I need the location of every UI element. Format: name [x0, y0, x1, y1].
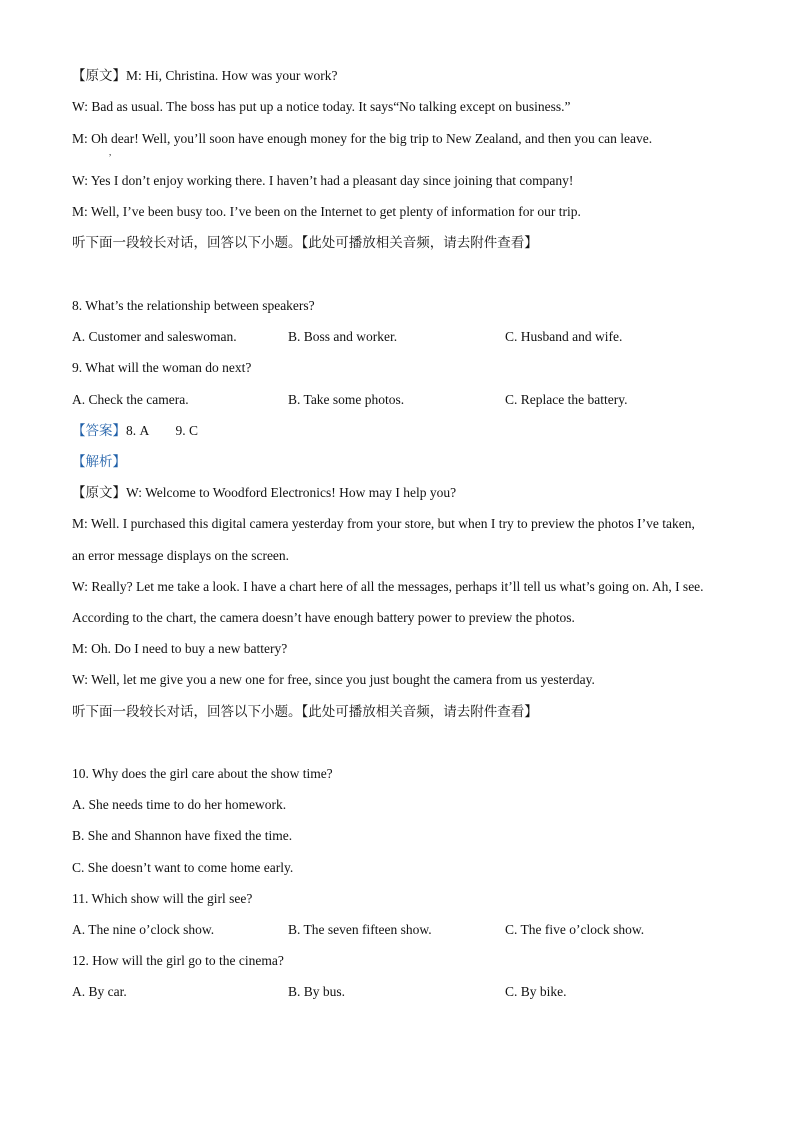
- answer-value: 8. A 9. C: [126, 423, 199, 438]
- dialog2-line-3: an error message displays on the screen.: [72, 548, 290, 563]
- question-11: 11. Which show will the girl see?: [72, 891, 253, 906]
- q8-option-a: A. Customer and saleswoman.: [72, 329, 237, 344]
- dialog2-line-1: [72, 484, 456, 502]
- answer-tag: 【答案】: [72, 423, 126, 439]
- q12-option-b: B. By bus.: [288, 984, 346, 999]
- dialog2-line-2: M: Well. I purchased this digital camera yesterday from your store, but when I try to preview the photos I’ve taken,: [72, 516, 695, 531]
- q11-option-a: A. The nine o’clock show.: [72, 922, 215, 937]
- dialog1-line-2: W: Bad as usual. The boss has put up a notice today. It says“No talking except on business.”: [72, 99, 571, 114]
- question-10: 10. Why does the girl care about the show time?: [72, 766, 333, 781]
- dialog2-line-6: M: Oh. Do I need to buy a new battery?: [72, 641, 288, 656]
- q12-option-c: C. By bike.: [505, 984, 567, 999]
- dialog1-line-3: M: Oh dear! Well, you’ll soon have enough money for the big trip to New Zealand, and then you can leave.: [72, 131, 653, 146]
- dialog2-line-4: W: Really? Let me take a look. I have a chart here of all the messages, perhaps it’ll tell us what’s going on. Ah, I see.: [72, 579, 704, 594]
- q10-option-c: C. She doesn’t want to come home early.: [72, 860, 294, 875]
- q8-option-b: B. Boss and worker.: [288, 329, 398, 344]
- question-8: 8. What’s the relationship between speakers?: [72, 298, 315, 313]
- question-9: 9. What will the woman do next?: [72, 360, 252, 375]
- q12-option-a: A. By car.: [72, 984, 127, 999]
- original-text-tag: 【原文】: [72, 485, 126, 501]
- original-text-tag: 【原文】: [72, 68, 126, 84]
- listening-instruction: 听下面一段较长对话，回答以下小题。【此处可播放相关音频，请去附件查看】: [72, 235, 538, 251]
- answer-line: [72, 422, 198, 440]
- stray-mark: ,: [109, 147, 112, 157]
- q8-option-c: C. Husband and wife.: [505, 329, 623, 344]
- q9-option-c: C. Replace the battery.: [505, 392, 628, 407]
- listening-instruction: 听下面一段较长对话，回答以下小题。【此处可播放相关音频，请去附件查看】: [72, 704, 538, 720]
- q11-option-b: B. The seven fifteen show.: [288, 922, 432, 937]
- q11-option-c: C. The five o’clock show.: [505, 922, 645, 937]
- dialog2-line-7: W: Well, let me give you a new one for free, since you just bought the camera from us yesterday.: [72, 672, 595, 687]
- q9-option-a: A. Check the camera.: [72, 392, 189, 407]
- dialog1-line-1: [72, 67, 337, 85]
- dialog2-line-5: According to the chart, the camera doesn’t have enough battery power to preview the photos.: [72, 610, 575, 625]
- q10-option-b: B. She and Shannon have fixed the time.: [72, 828, 293, 843]
- dialog1-line-5: M: Well, I’ve been busy too. I’ve been on the Internet to get plenty of information for our trip.: [72, 204, 581, 219]
- q10-option-a: A. She needs time to do her homework.: [72, 797, 287, 812]
- question-12: 12. How will the girl go to the cinema?: [72, 953, 284, 968]
- analysis-tag: 【解析】: [72, 454, 126, 470]
- dialog2-text: W: Welcome to Woodford Electronics! How may I help you?: [126, 485, 457, 500]
- dialog1-line-4: W: Yes I don’t enjoy working there. I haven’t had a pleasant day since joining that company!: [72, 173, 574, 188]
- q9-option-b: B. Take some photos.: [288, 392, 405, 407]
- dialog1-text: M: Hi, Christina. How was your work?: [126, 68, 338, 83]
